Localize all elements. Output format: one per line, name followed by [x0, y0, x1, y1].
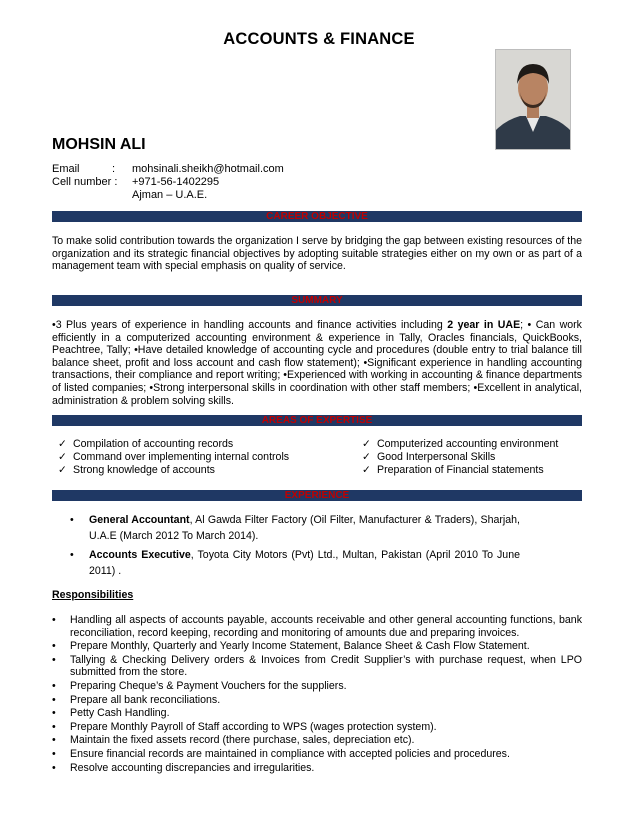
responsibility-item: [52, 762, 582, 775]
email-row: [52, 163, 284, 176]
expertise-label: Strong knowledge of accounts: [73, 464, 215, 476]
responsibility-text: Petty Cash Handling.: [70, 707, 170, 720]
section-bar-summary: SUMMARY: [52, 295, 582, 306]
check-icon: ✓: [362, 464, 371, 476]
experience-item: [70, 512, 520, 544]
career-objective-text: To make solid contribution towards the organization I serve by bridging the gap between existing resources of the organization and its strategic financial objectives by adopting suitable strategies either on my own or as part of a management team with special emphasis on quality of service.: [52, 235, 582, 273]
profile-photo: [495, 49, 571, 150]
expertise-item: [58, 464, 289, 477]
expertise-label: Compilation of accounting records: [73, 438, 234, 450]
bullet-icon: •: [52, 614, 56, 626]
cell-value: +971-56-1402295: [132, 176, 220, 188]
responsibility-text: Resolve accounting discrepancies and irregularities.: [70, 761, 315, 774]
responsibility-item: [52, 680, 582, 693]
expertise-item: [362, 438, 558, 451]
responsibility-item: [52, 640, 582, 653]
experience-role: Accounts Executive: [89, 549, 191, 561]
location-value: Ajman – U.A.E.: [132, 189, 208, 201]
responsibilities-heading: Responsibilities: [52, 589, 134, 601]
responsibility-text: Preparing Cheque’s & Payment Vouchers for the suppliers.: [70, 679, 347, 692]
cell-row: [52, 176, 284, 189]
section-bar-areas-of-expertise: AREAS OF EXPERTISE: [52, 415, 582, 426]
bullet-icon: •: [52, 653, 56, 666]
check-icon: ✓: [362, 438, 371, 450]
expertise-label: Computerized accounting environment: [377, 438, 559, 450]
expertise-column-left: [58, 438, 289, 477]
summary-text: [52, 319, 582, 407]
email-colon: :: [112, 163, 116, 175]
experience-list: [70, 512, 520, 582]
responsibility-text: Prepare all bank reconciliations.: [70, 693, 221, 706]
check-icon: ✓: [58, 464, 67, 476]
check-icon: ✓: [58, 451, 67, 463]
responsibility-item: [52, 654, 582, 679]
expertise-item: [362, 451, 558, 464]
experience-details: , Al Gawda Filter Factory (Oil Filter, Manufacturer & Traders), Sharjah, U.A.E (March 2012 To March 2014).: [89, 514, 520, 542]
responsibility-text: Handling all aspects of accounts payable, accounts receivable and other general accounting functions, bank reconciliation, record keeping, recording and monitoring of amounts due and preparing invoices.: [70, 614, 582, 639]
responsibility-text: Prepare Monthly, Quarterly and Yearly Income Statement, Balance Sheet & Cash Flow Statement.: [70, 640, 530, 653]
bullet-icon: •: [52, 720, 56, 733]
email-value: mohsinali.sheikh@hotmail.com: [132, 163, 284, 175]
summary-part-1: •3 Plus years of experience in handling accounts and finance activities including: [52, 319, 448, 331]
expertise-label: Command over implementing internal controls: [73, 451, 290, 463]
responsibility-text: Prepare Monthly Payroll of Staff according to WPS (wages protection system).: [70, 720, 437, 733]
responsibility-item: [52, 614, 582, 639]
location-row: [52, 189, 284, 202]
bullet-icon: •: [52, 761, 56, 774]
expertise-label: Preparation of Financial statements: [377, 464, 544, 476]
experience-details: , Toyota City Motors (Pvt) Ltd., Multan, Pakistan (April 2010 To June 2011) .: [89, 549, 520, 577]
expertise-item: [362, 464, 558, 477]
bullet-icon: •: [52, 734, 56, 747]
section-bar-career-objective: CAREER OBJECTIVE: [52, 211, 582, 222]
summary-part-2: ; • Can work efficiently in a computerized accounting environment & experience in Tally, Oracles financials, QuickBooks, Peachtree, Tally; •Have detailed knowledge of accounting cycle and procedures (double entry to trial balance till balance sheet, profit and loss account and cash flow statement); •Significant experience in handling accounting transactions, their compliance and report writing; •Experienced with working in accounting & finance departments of listed companies; •Strong interpersonal skills in coordination with other staff members; •Excellent in analytical, administration & problem solving skills.: [52, 319, 582, 407]
responsibility-item: [52, 734, 582, 747]
expertise-label: Good Interpersonal Skills: [377, 451, 496, 463]
bullet-icon: •: [52, 707, 56, 720]
responsibility-item: [52, 707, 582, 720]
section-bar-experience: EXPERIENCE: [52, 490, 582, 501]
expertise-item: [58, 451, 289, 464]
bullet-icon: •: [52, 679, 56, 692]
responsibility-item: [52, 748, 582, 761]
responsibility-item: [52, 694, 582, 707]
expertise-item: [58, 438, 289, 451]
responsibility-text: Maintain the fixed assets record (there purchase, sales, depreciation etc).: [70, 734, 415, 747]
experience-role: General Accountant: [89, 514, 190, 526]
check-icon: ✓: [362, 451, 371, 463]
expertise-column-right: [362, 438, 558, 477]
profile-photo-image: [496, 50, 570, 149]
responsibilities-list: [52, 614, 582, 775]
responsibility-text: Ensure financial records are maintained in compliance with accepted policies and procedures.: [70, 747, 510, 760]
bullet-icon: •: [70, 514, 74, 526]
bullet-icon: •: [52, 640, 56, 653]
cell-label: Cell number :: [52, 176, 118, 188]
responsibility-text: Tallying & Checking Delivery orders & Invoices from Credit Supplier’s with purchase request, when LPO submitted from the store.: [70, 653, 582, 679]
experience-item: [70, 547, 520, 579]
document-title: ACCOUNTS & FINANCE: [223, 30, 415, 48]
bullet-icon: •: [70, 549, 74, 561]
bullet-icon: •: [52, 747, 56, 760]
contact-block: [52, 163, 284, 202]
summary-bold: 2 year in UAE: [447, 319, 521, 331]
candidate-name: MOHSIN ALI: [52, 136, 146, 153]
bullet-icon: •: [52, 693, 56, 706]
email-label: Email: [52, 163, 80, 175]
check-icon: ✓: [58, 438, 67, 450]
responsibility-item: [52, 721, 582, 734]
